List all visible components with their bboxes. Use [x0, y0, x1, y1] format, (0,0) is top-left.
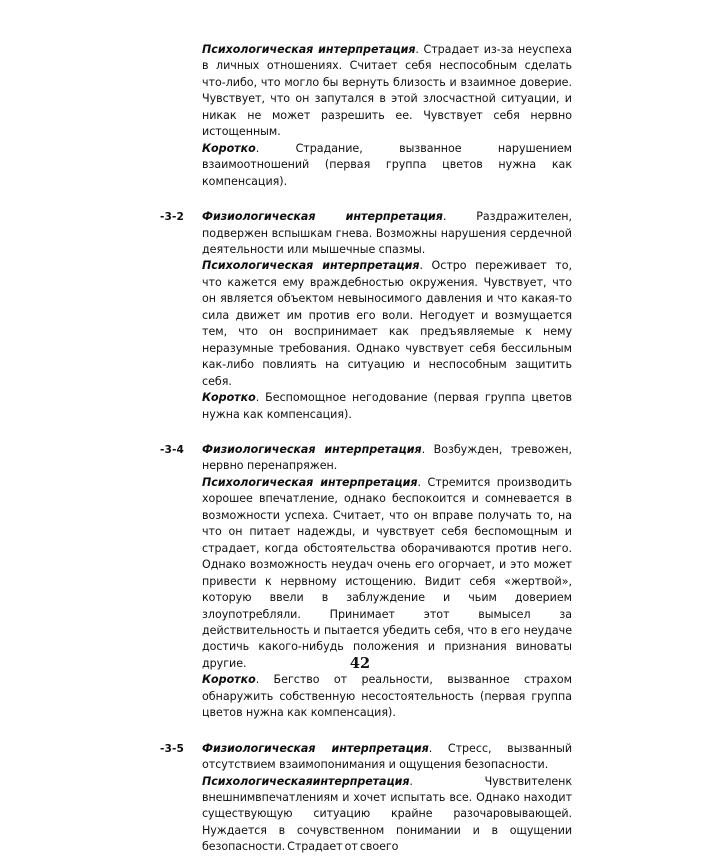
paragraph — [202, 475, 572, 672]
paragraph-text: . Стресс, вызванный отсутствием взаимопонимания и ощущения безопасности. — [202, 741, 573, 772]
text-block-3-4 — [160, 442, 572, 722]
paragraph — [202, 42, 572, 141]
run-in-heading: Психологическая интерпретация — [202, 475, 418, 489]
text-block-continuation — [160, 42, 572, 190]
paragraph-text: . Страдает из-за неуспеха в личных отношениях. Считает себя неспособным сделать что-либо, что могло бы вернуть близость и взаимное доверие. Чувствует, что он запутался в этой злосчастной ситуации, и никак не может разрешить ее. Чувствует себя нервно истощенным. — [202, 43, 572, 139]
run-in-heading: Коротко — [202, 141, 256, 155]
page-text-column — [160, 42, 572, 856]
run-in-heading: Психологическая интерпретация — [202, 259, 420, 273]
run-in-heading: Коротко — [202, 391, 256, 405]
run-in-heading: Физиологическая интерпретация — [202, 442, 422, 456]
text-block-3-2 — [160, 209, 572, 423]
run-in-heading: Физиологическая интерпретация — [202, 741, 429, 755]
entry-label: -3-4 — [160, 443, 184, 456]
page-number: 42 — [349, 655, 371, 672]
paragraph — [202, 390, 572, 423]
paragraph — [202, 209, 572, 258]
paragraph-text: . Стремится производить хорошее впечатление, однако беспокоится и сомневается в возможности успеха. Считает, что он вправе получать то, на что он питает надежды, и чувствует себя беспомощным и страдает, когда обстоятельства оборачиваются против него. Однако возможность неудач очень его огорчает, и это может привести к нервному истощению. Видит себя «жертвой», которую ввели в заблуждение и чьим доверием злоупотребляли. Принимает этот вымысел за действительность и пытается убедить себя, что в его неудаче достичь какого-нибудь положения и признания виноваты другие. — [202, 475, 572, 670]
paragraph-text: . Бегство от реальности, вызванное страхом обнаружить собственную несостоятельность (первая группа цветов нужна как компенсация). — [202, 673, 572, 720]
run-in-heading: Физиологическая интерпретация — [202, 210, 443, 224]
run-in-heading: Психологическаяинтерпретация — [202, 774, 410, 788]
paragraph — [202, 141, 572, 190]
run-in-heading: Психологическая интерпретация — [202, 43, 416, 56]
entry-body — [202, 442, 572, 722]
paragraph-text: . Возбужден, тревожен, нервно перенапряжен. — [202, 442, 572, 473]
entry-body — [202, 741, 572, 856]
entry-label: -3-5 — [160, 742, 184, 755]
paragraph-text: . Страдание, вызванное нарушением взаимоотношений (первая группа цветов нужна как компенсация). — [202, 141, 572, 188]
paragraph — [202, 258, 572, 390]
paragraph-text: . Раздражителен, подвержен вспышкам гнева. Возможны нарушения сердечной деятельности или мышечные спазмы. — [202, 210, 572, 256]
text-block-3-5 — [160, 741, 572, 856]
paragraph — [202, 442, 572, 475]
paragraph — [202, 672, 572, 721]
entry-label: -3-2 — [160, 211, 184, 224]
paragraph-text: . Остро переживает то, что кажется ему враждебностью окружения. Чувствует, что он является объектом невыносимого давления и что какая-то сила движет им против его воли. Негодует и возмущается тем, что он воспринимает как предъявляемые к нему неразумные требования. Однако чувствует себя бессильным как-либо повлиять на ситуацию и неспособным защитить себя. — [202, 259, 572, 388]
entry-body — [202, 209, 572, 423]
paragraph — [202, 774, 572, 856]
run-in-heading: Коротко — [202, 673, 256, 687]
paragraph-text: . Чувствителенк внешнимвпечатлениям и хочет испытать все. Однако находит существующую ситуацию крайне разочаровывающей. Нуждается в сочувственном понимании и в ощущении безопасности. Страдает от своего — [202, 774, 572, 854]
entry-body — [202, 42, 572, 190]
paragraph-text: . Беспомощное негодование (первая группа цветов нужна как компенсация). — [202, 391, 572, 421]
paragraph — [202, 741, 572, 774]
